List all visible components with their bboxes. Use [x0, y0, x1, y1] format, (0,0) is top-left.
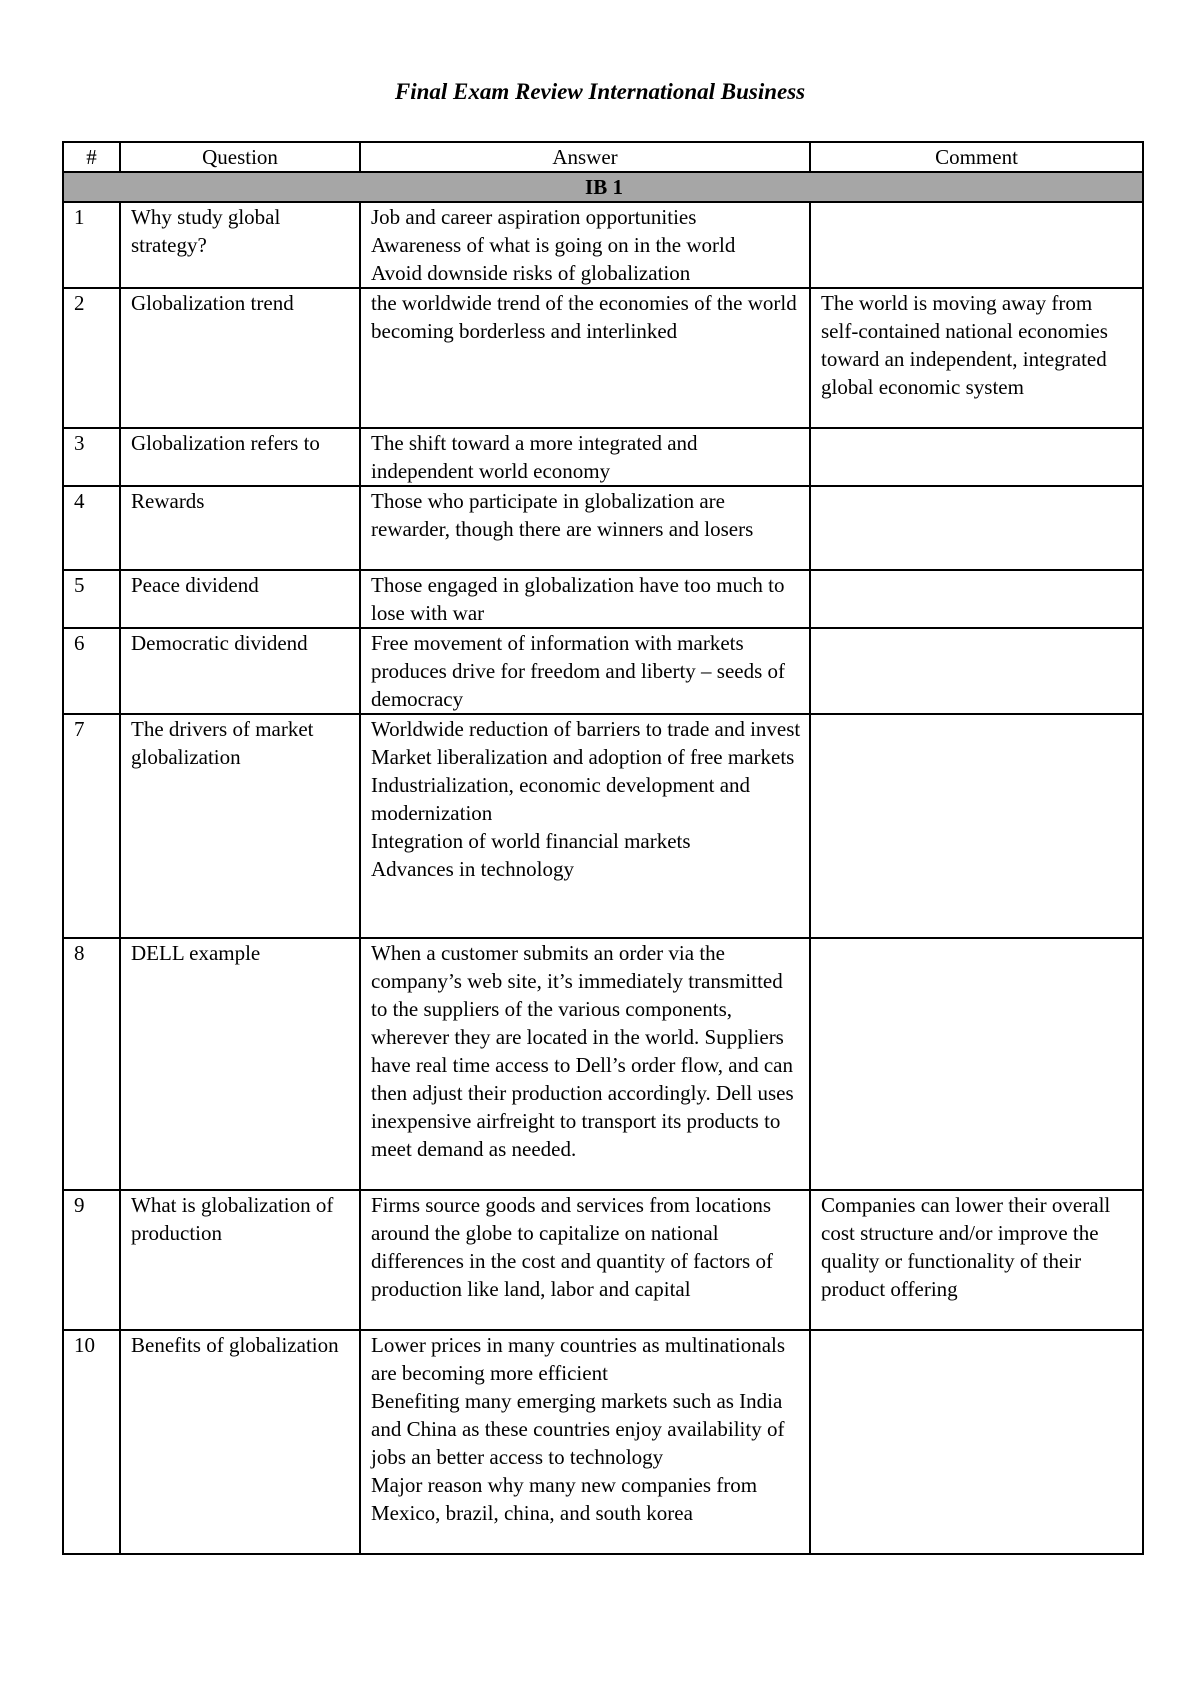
answer-line: Advances in technology [371, 857, 574, 881]
row-comment: The world is moving away from self-contained national economies toward an independent, integrated global economic system [810, 288, 1143, 428]
row-number: 5 [63, 570, 120, 628]
row-number: 8 [63, 938, 120, 1190]
answer-line: Industrialization, economic development and modernization [371, 773, 751, 825]
answer-line: The shift toward a more integrated and independent world economy [371, 431, 698, 483]
row-question: DELL example [120, 938, 360, 1190]
row-question: Democratic dividend [120, 628, 360, 714]
answer-line: Integration of world financial markets [371, 829, 691, 853]
row-number: 4 [63, 486, 120, 570]
row-answer [360, 1330, 810, 1554]
header-answer: Answer [360, 142, 810, 172]
row-answer [360, 202, 810, 288]
answer-line: Those who participate in globalization are rewarder, though there are winners and losers [371, 489, 754, 541]
row-question: Globalization trend [120, 288, 360, 428]
table-header [63, 142, 1143, 172]
row-question: Peace dividend [120, 570, 360, 628]
row-comment [810, 486, 1143, 570]
row-comment [810, 938, 1143, 1190]
table-row [63, 288, 1143, 428]
row-answer [360, 486, 810, 570]
table-row [63, 428, 1143, 486]
table-row [63, 486, 1143, 570]
document-title: Final Exam Review International Business [394, 79, 806, 104]
row-number: 9 [63, 1190, 120, 1330]
row-question: The drivers of market globalization [120, 714, 360, 938]
section-row [63, 172, 1143, 202]
row-answer [360, 938, 810, 1190]
answer-line: Job and career aspiration opportunities [371, 205, 697, 229]
row-question: Rewards [120, 486, 360, 570]
row-number: 7 [63, 714, 120, 938]
row-comment [810, 714, 1143, 938]
table-row [63, 628, 1143, 714]
row-comment [810, 1330, 1143, 1554]
row-comment [810, 202, 1143, 288]
section-label: IB 1 [63, 172, 1143, 202]
row-answer [360, 428, 810, 486]
row-number: 10 [63, 1330, 120, 1554]
answer-line: Those engaged in globalization have too much to lose with war [371, 573, 785, 625]
row-number: 6 [63, 628, 120, 714]
table-row [63, 570, 1143, 628]
answer-line: Awareness of what is going on in the world [371, 233, 736, 257]
row-answer [360, 1190, 810, 1330]
row-question: Globalization refers to [120, 428, 360, 486]
table-row [63, 1190, 1143, 1330]
table-row [63, 202, 1143, 288]
row-number: 2 [63, 288, 120, 428]
answer-line: Firms source goods and services from locations around the globe to capitalize on national differences in the cost and quantity of factors of production like land, labor and capital [371, 1193, 773, 1301]
answer-line: Major reason why many new companies from Mexico, brazil, china, and south korea [371, 1473, 758, 1525]
row-comment: Companies can lower their overall cost structure and/or improve the quality or functionality of their product offering [810, 1190, 1143, 1330]
table-row [63, 938, 1143, 1190]
answer-line: Worldwide reduction of barriers to trade and invest [371, 717, 801, 741]
row-comment [810, 628, 1143, 714]
row-question: Why study global strategy? [120, 202, 360, 288]
row-answer [360, 714, 810, 938]
row-comment [810, 428, 1143, 486]
review-table [62, 141, 1144, 1555]
row-number: 3 [63, 428, 120, 486]
header-number: # [63, 142, 120, 172]
answer-line: Lower prices in many countries as multinationals are becoming more efficient [371, 1333, 786, 1385]
row-answer [360, 570, 810, 628]
answer-line: When a customer submits an order via the company’s web site, it’s immediately transmitted to the suppliers of the various components, wherever they are located in the world. Suppliers have real time access to Dell’s order flow, and can then adjust their production accordingly. Dell uses inexpensive airfreight to transport its products to meet demand as needed. [371, 941, 794, 1161]
header-question: Question [120, 142, 360, 172]
row-answer [360, 288, 810, 428]
header-comment: Comment [810, 142, 1143, 172]
answer-line: the worldwide trend of the economies of the world becoming borderless and interlinked [371, 291, 797, 343]
row-number: 1 [63, 202, 120, 288]
answer-line: Market liberalization and adoption of free markets [371, 745, 795, 769]
table-row [63, 714, 1143, 938]
table-row [63, 1330, 1143, 1554]
row-question: Benefits of globalization [120, 1330, 360, 1554]
answer-line: Benefiting many emerging markets such as India and China as these countries enjoy availability of jobs an better access to technology [371, 1389, 785, 1469]
table-body [63, 172, 1143, 1554]
row-question: What is globalization of production [120, 1190, 360, 1330]
row-comment [810, 570, 1143, 628]
row-answer [360, 628, 810, 714]
answer-line: Free movement of information with markets produces drive for freedom and liberty – seeds of democracy [371, 631, 786, 711]
header-row [63, 142, 1143, 172]
answer-line: Avoid downside risks of globalization [371, 261, 691, 285]
